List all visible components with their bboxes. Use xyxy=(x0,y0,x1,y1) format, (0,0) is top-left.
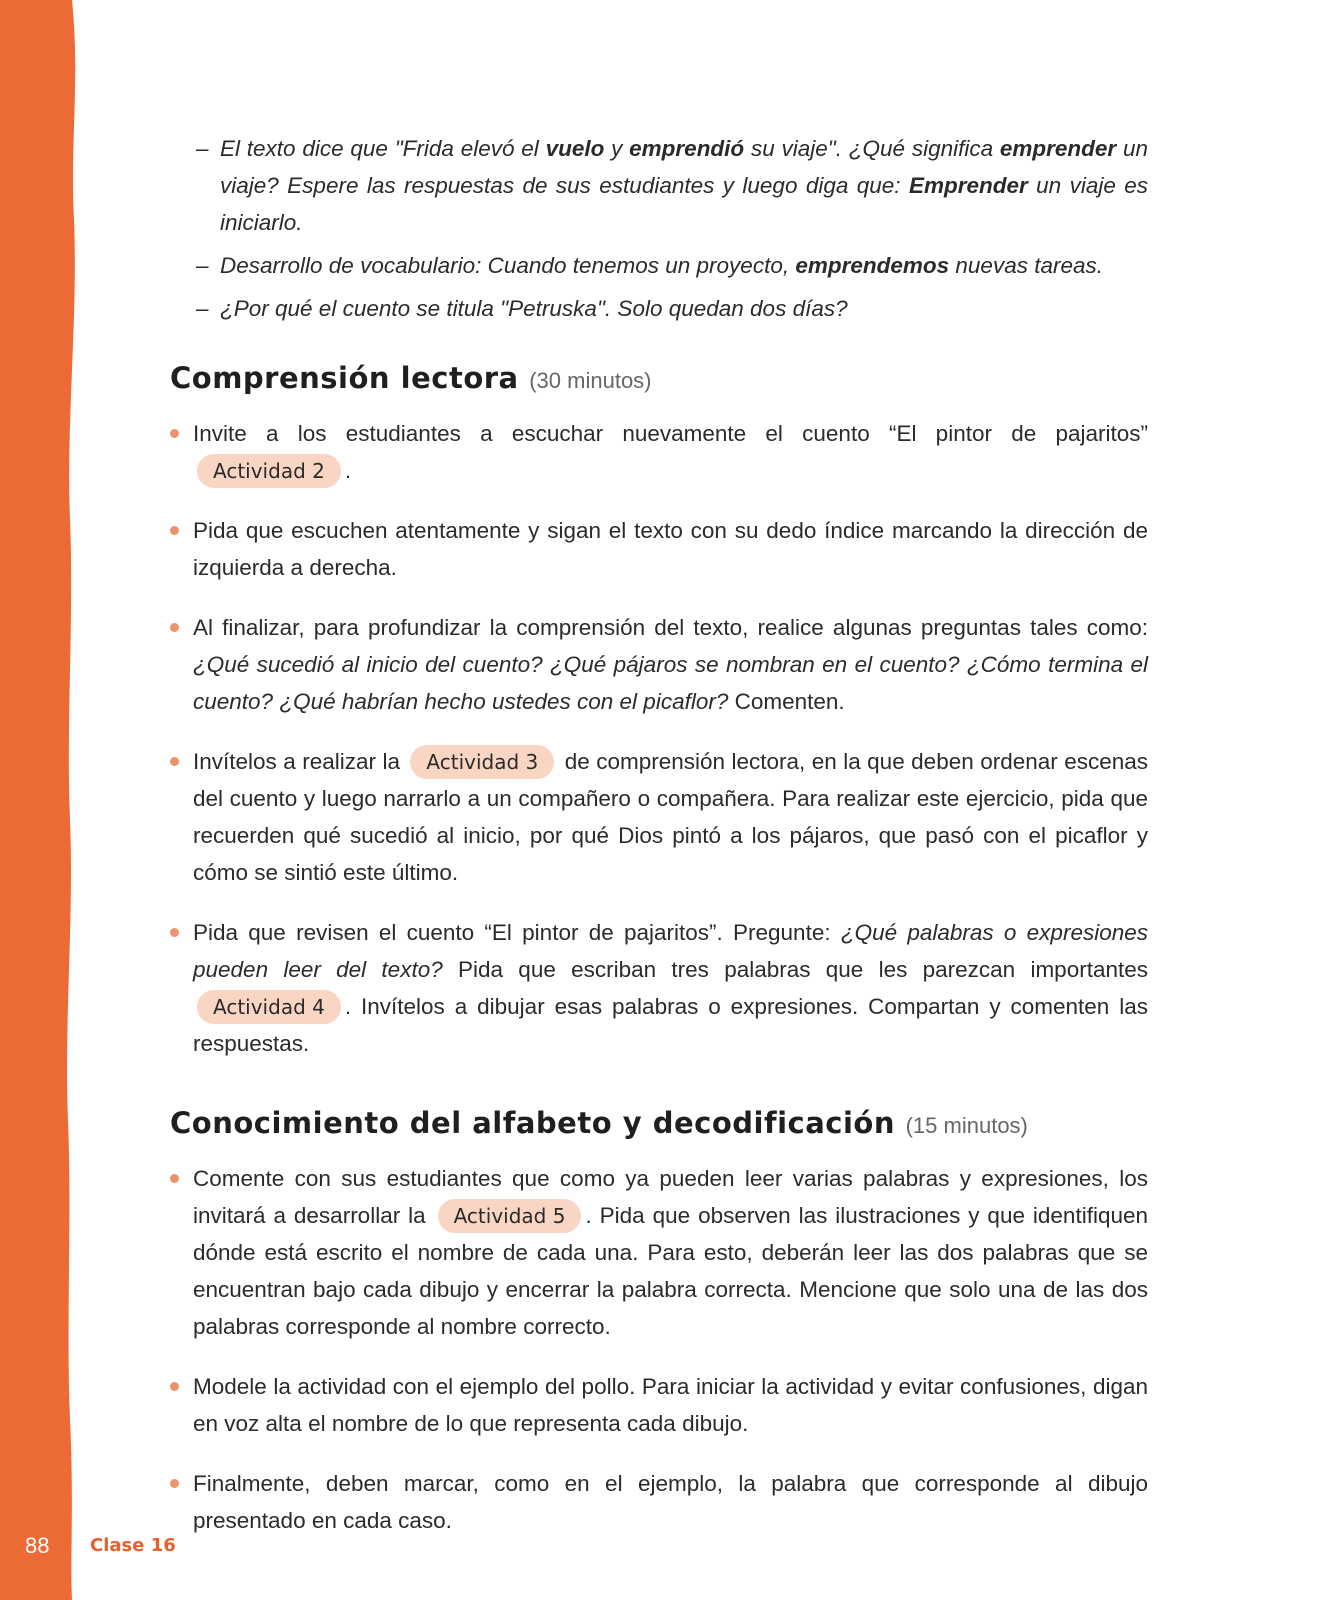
text-run: . xyxy=(344,458,352,483)
bold-term: Emprender xyxy=(908,173,1028,198)
section-minutes: (30 minutos) xyxy=(529,368,652,393)
bullet-dot xyxy=(170,429,179,438)
text-run: y xyxy=(604,136,630,161)
vocabulary-item xyxy=(170,290,1148,327)
bullet-item xyxy=(170,1160,1148,1345)
activity-badge: Actividad 4 xyxy=(197,990,341,1024)
bullet-dot xyxy=(170,526,179,535)
text-run: Pida que revisen el cuento “El pintor de pajaritos”. Pregunte: xyxy=(193,920,841,945)
text-run: de comprensión lectora, en la que deben ordenar escenas del cuento y luego narrarlo a un compañero o compañera. Para realizar este ejercicio, pida que recuerden qué sucedió al inicio, por qué Dios pintó a los pájaros, que pasó con el picaflor y cómo se sintió este último. xyxy=(193,749,1148,885)
bullet-item xyxy=(170,1368,1148,1442)
text-run: Invítelos a realizar la xyxy=(193,749,407,774)
bullet-dot xyxy=(170,1174,179,1183)
section-title-comprension xyxy=(170,361,1148,395)
bullet-item xyxy=(170,1465,1148,1539)
text-run: El texto dice que "Frida elevó el xyxy=(220,136,546,161)
comprension-bullet-list xyxy=(170,415,1148,1062)
section-minutes: (15 minutos) xyxy=(905,1113,1028,1138)
activity-badge: Actividad 2 xyxy=(197,454,341,488)
text-run: Invite a los estudiantes a escuchar nuevamente el cuento “El pintor de pajaritos” xyxy=(193,421,1148,446)
section-title-text: Conocimiento del alfabeto y decodificación xyxy=(170,1106,895,1140)
text-run: Comente con sus estudiantes que como ya pueden leer varias palabras y expresiones, los invitará a desarrollar la xyxy=(193,1166,1148,1228)
activity-badge: Actividad 3 xyxy=(410,745,554,779)
bullet-item xyxy=(170,609,1148,720)
bullet-dot xyxy=(170,1479,179,1488)
bold-term: emprendemos xyxy=(795,253,950,278)
section-title-text: Comprensión lectora xyxy=(170,361,519,395)
bullet-dot xyxy=(170,1382,179,1391)
bullet-item xyxy=(170,415,1148,489)
section-title-alfabeto xyxy=(170,1106,1148,1140)
text-run: Comenten. xyxy=(728,689,845,714)
page-number: 88 xyxy=(25,1533,50,1558)
activity-badge: Actividad 5 xyxy=(438,1199,582,1233)
vocabulary-list xyxy=(170,130,1148,327)
bold-term: emprendió xyxy=(629,136,745,161)
text-run: ¿Por qué el cuento se titula "Petruska". Solo quedan dos días? xyxy=(220,296,848,321)
bold-term: emprender xyxy=(999,136,1117,161)
text-run: Finalmente, deben marcar, como en el ejemplo, la palabra que corresponde al dibujo presentado en cada caso. xyxy=(193,1471,1148,1533)
page-content xyxy=(170,130,1148,1562)
bullet-item xyxy=(170,914,1148,1062)
bullet-item xyxy=(170,512,1148,586)
text-run: nuevas tareas. xyxy=(949,253,1103,278)
text-run: un viaje es iniciarlo. xyxy=(220,173,1149,235)
vocabulary-item xyxy=(170,130,1148,241)
text-run: Pida que escriban tres palabras que les parezcan importantes xyxy=(442,957,1148,982)
text-run: . Pida que observen las ilustraciones y que identifiquen dónde está escrito el nombre de cada una. Para esto, deberán leer las dos palabras que se encuentran bajo cada dibujo y encerrar la palabra correcta. Mencione que solo una de las dos palabras corresponde al nombre correcto. xyxy=(193,1203,1148,1339)
vocabulary-item xyxy=(170,247,1148,284)
text-run: Desarrollo de vocabulario: Cuando tenemos un proyecto, xyxy=(220,253,796,278)
text-run: Pida que escuchen atentamente y sigan el texto con su dedo índice marcando la dirección de izquierda a derecha. xyxy=(193,518,1148,580)
text-run: . Invítelos a dibujar esas palabras o expresiones. Compartan y comenten las respuestas. xyxy=(193,994,1148,1056)
bullet-dot xyxy=(170,757,179,766)
orange-side-band xyxy=(0,0,80,1600)
dash-marker: – xyxy=(196,136,209,161)
bullet-dot xyxy=(170,623,179,632)
bold-term: vuelo xyxy=(545,136,605,161)
italic-question: ¿Qué sucedió al inicio del cuento? ¿Qué pájaros se nombran en el cuento? ¿Cómo termina el cuento? ¿Qué habrían hecho ustedes con el picaflor? xyxy=(193,652,1148,714)
text-run: Modele la actividad con el ejemplo del pollo. Para iniciar la actividad y evitar confusiones, digan en voz alta el nombre de lo que representa cada dibujo. xyxy=(193,1374,1148,1436)
class-label: Clase 16 xyxy=(90,1535,176,1556)
dash-marker: – xyxy=(196,296,209,321)
italic-question: ¿Qué palabras o expresiones pueden leer del texto? xyxy=(193,920,1148,982)
bullet-dot xyxy=(170,928,179,937)
text-run: su viaje". ¿Qué significa xyxy=(744,136,1000,161)
alfabeto-bullet-list xyxy=(170,1160,1148,1539)
bullet-item xyxy=(170,743,1148,891)
dash-marker: – xyxy=(196,253,209,278)
text-run: un viaje? Espere las respuestas de sus estudiantes y luego diga que: xyxy=(220,136,1148,198)
text-run: Al finalizar, para profundizar la comprensión del texto, realice algunas preguntas tales como: xyxy=(193,615,1148,640)
